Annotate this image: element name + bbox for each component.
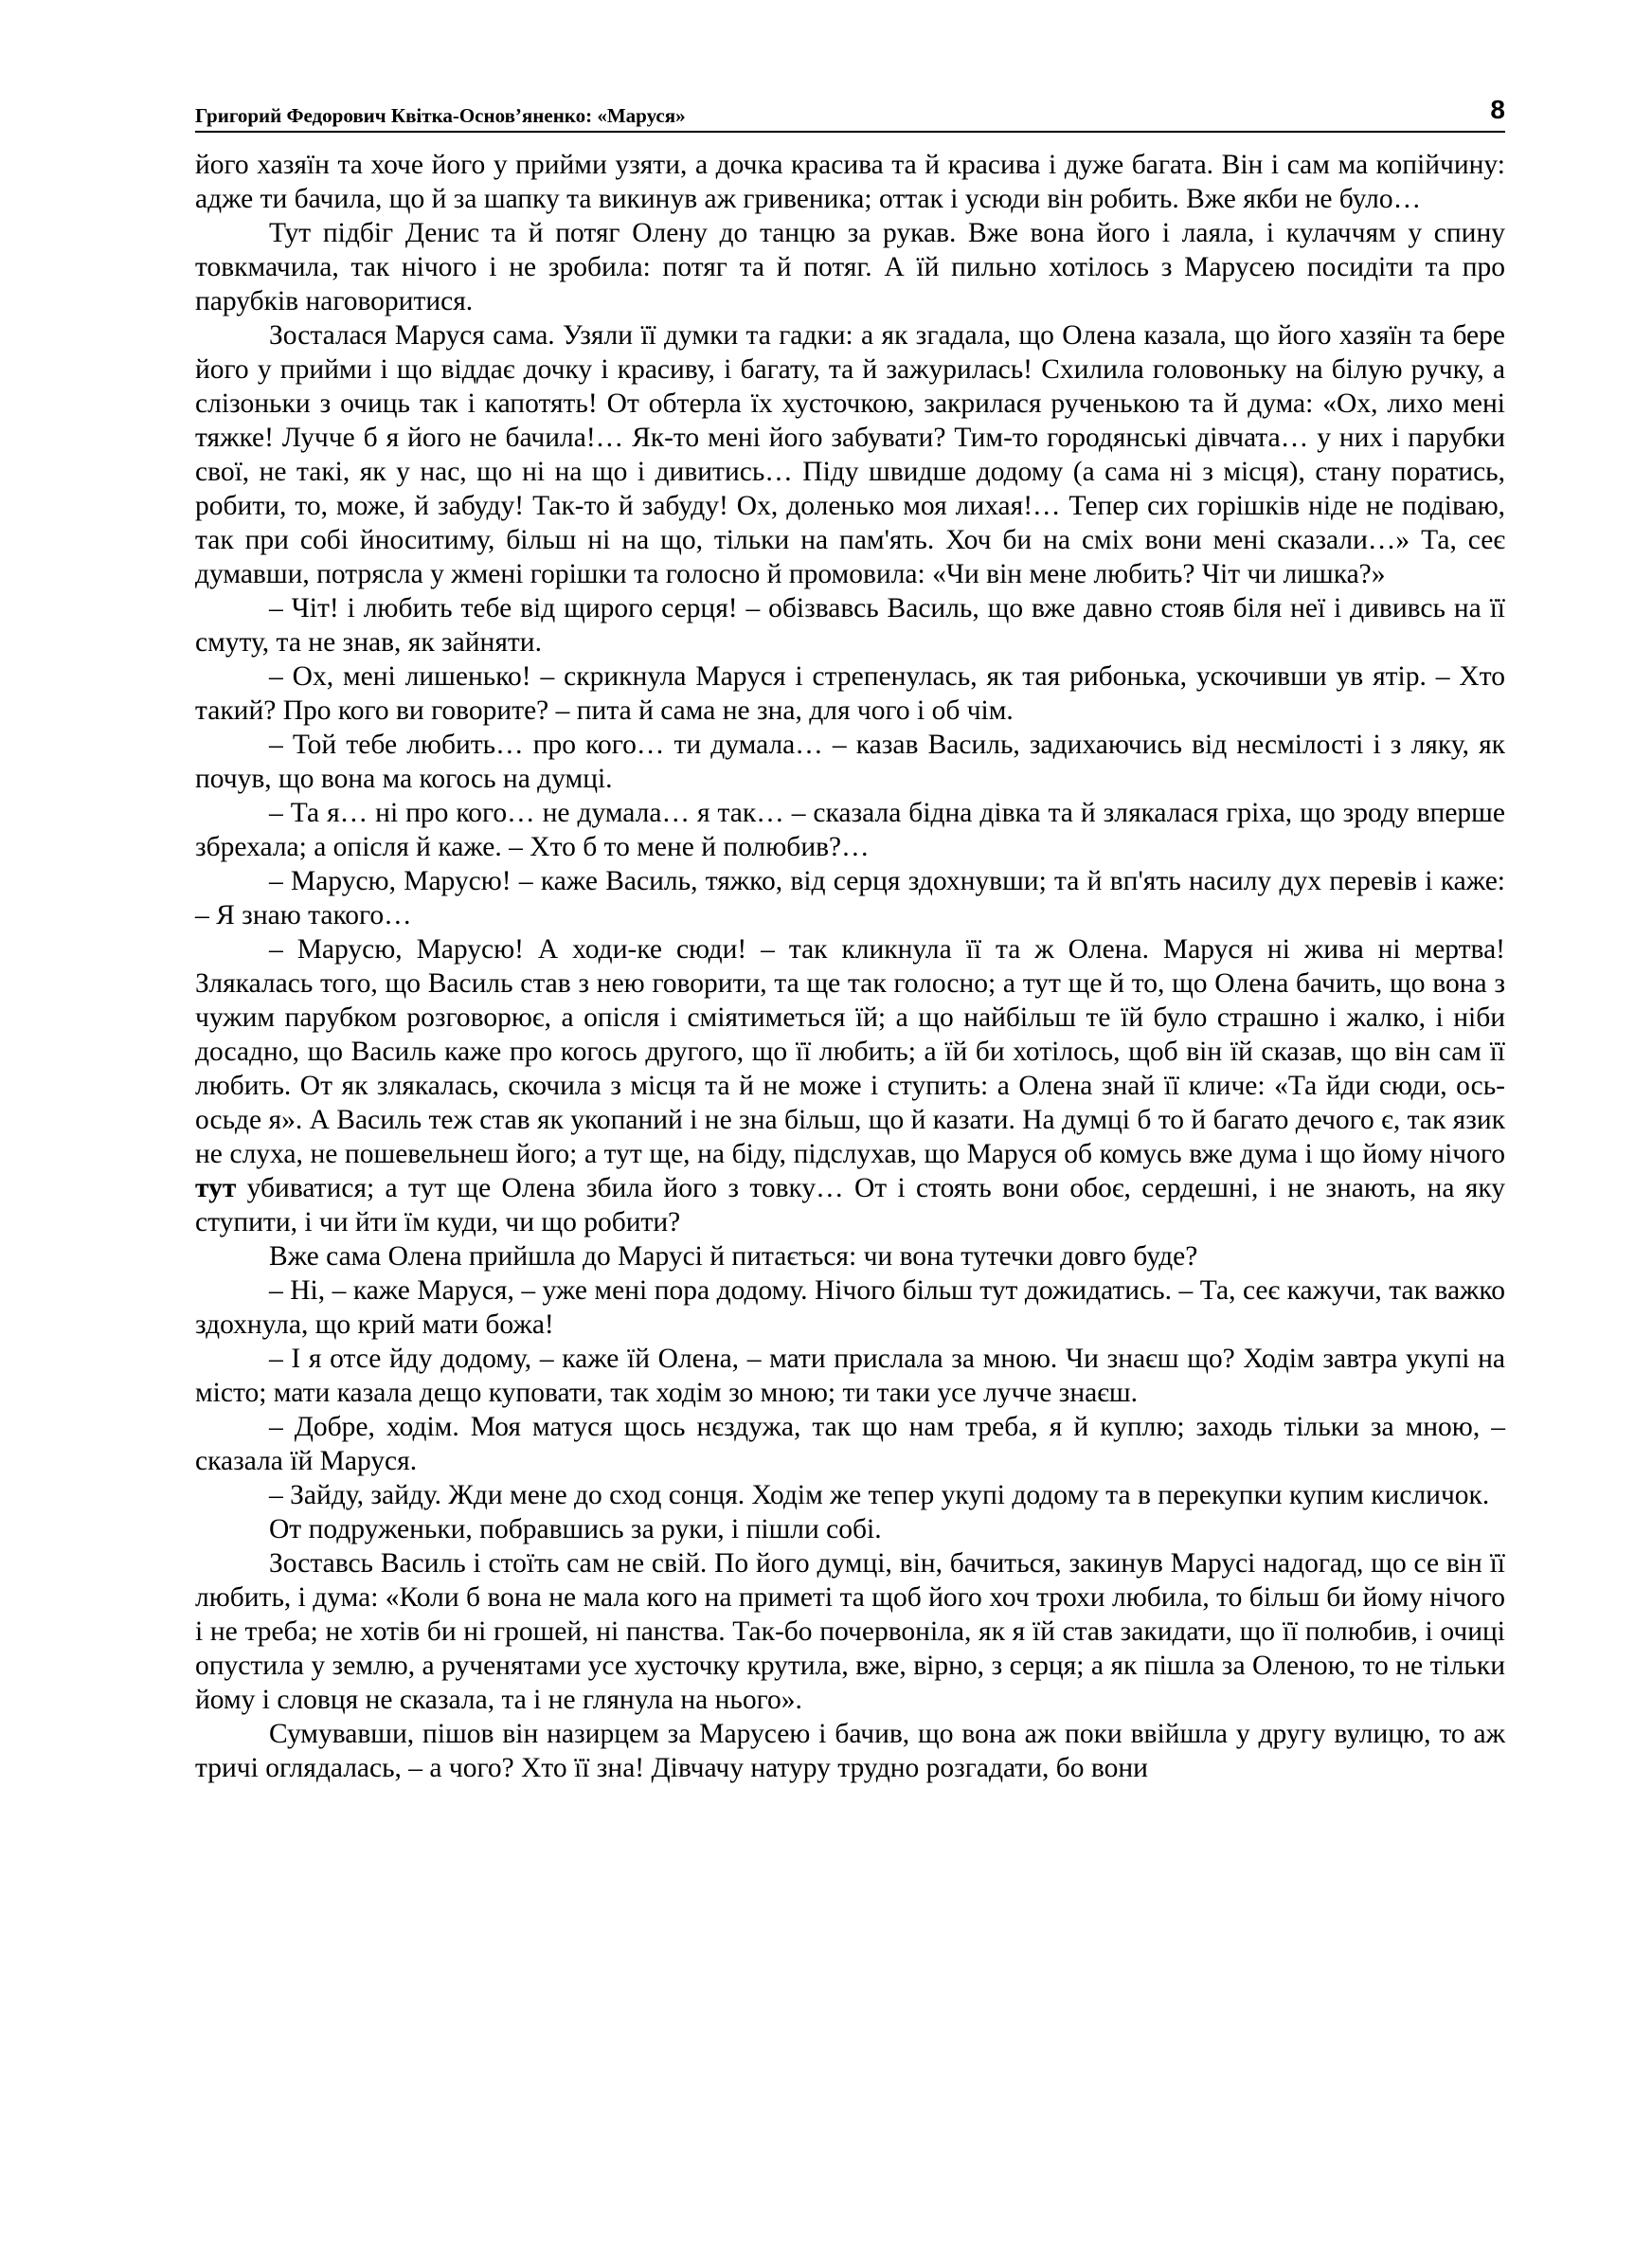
- dialogue-paragraph: – Марусю, Марусю! – каже Василь, тяжко, від серця здохнувши; та й вп'ять насилу дух перевів і каже: – Я знаю такого…: [195, 866, 1505, 930]
- paragraph-continued: його хазяїн та хоче його у прийми узяти, а дочка красива та й красива і дуже багата. Він і сам ма копійчину: адже ти бачила, що й за шапку та викинув аж гривеника; оттак і усюди він робить. Вже якби не було…: [195, 150, 1505, 214]
- dialogue-paragraph: – Та я… ні про кого… не думала… я так… – сказала бідна дівка та й злякалася гріха, що зроду вперше збрехала; а опісля й каже. – Хто б то мене й полюбив?…: [195, 798, 1505, 862]
- paragraph-text: – Марусю, Марусю! А ходи-ке сюди! – так кликнула її та ж Олена. Маруся ні жива ні мертва! Злякалась того, що Василь став з нею говорити, та ще так голосно; а тут ще й то, що Олена бачить, що вона з чужим парубком розговорює, а опісля і сміятиметься їй; а що найбільш те їй було страшно і жалко, і ніби досадно, що Василь каже про когось другого, що її любить; а їй би хотілось, щоб він їй сказав, що він сам її любить. От як злякалась, скочила з місця та й не може і ступить: а Олена знай її кличе: «Та йди сюди, ось-осьде я». А Василь теж став як укопаний і не зна більш, що й казати. На думці б то й багато дечого є, так язик не слуха, не пошевельнеш його; а тут ще, на біду, підслухав, що Маруся об комусь вже дума і що йому нічого: [195, 934, 1505, 1169]
- dialogue-paragraph: – Ні, – каже Маруся, – уже мені пора додому. Нічого більш тут дожидатись. – Та, сеє кажучи, так важко здохнула, що крий мати божа!: [195, 1275, 1505, 1340]
- running-title: Григорий Федорович Квітка-Основ’яненко: «Маруся»: [195, 104, 686, 127]
- body-text: [195, 148, 1505, 1785]
- bold-word: тут: [195, 1173, 237, 1203]
- dialogue-paragraph: [195, 932, 1505, 1239]
- paragraph: Тут підбіг Денис та й потяг Олену до танцю за рукав. Вже вона його і лаяла, і кулаччям у спину товкмачила, так нічого і не зробила: потяг та й потяг. А їй пильно хотілось з Марусею посидіти та про парубків наговоритися.: [195, 218, 1505, 316]
- paragraph: Вже сама Олена прийшла до Марусі й питається: чи вона тутечки довго буде?: [269, 1241, 1198, 1272]
- paragraph: Зоставсь Василь і стоїть сам не свій. По його думці, він, бачиться, закинув Марусі надогад, що се він її любить, і дума: «Коли б вона не мала кого на приметі та щоб його хоч трохи любила, то більш би йому нічого і не треба; не хотів би ні грошей, ні панства. Так-бо почервоніла, як я їй став закидати, що її полюбив, і очиці опустила у землю, а рученятами усе хусточку крутила, вже, вірно, з серця; а як пішла за Оленою, то не тільки йому і словця не сказала, та і не глянула на нього».: [195, 1548, 1505, 1715]
- paragraph-text: убиватися; а тут ще Олена збила його з товку… От і стоять вони обоє, сердешні, і не знають, на яку ступити, і чи йти їм куди, чи що робити?: [195, 1173, 1505, 1237]
- dialogue-paragraph: – І я отсе йду додому, – каже їй Олена, – мати прислала за мною. Чи знаєш що? Ходім завтра укупі на місто; мати казала дещо куповати, так ходім зо мною; ти таки усе лучче знаєш.: [195, 1344, 1505, 1408]
- dialogue-paragraph: – Добре, ходім. Моя матуся щось нєздужа, так що нам треба, я й куплю; заходь тільки за мною, – сказала їй Маруся.: [195, 1412, 1505, 1476]
- page-number: 8: [1490, 95, 1505, 124]
- dialogue-paragraph: – Чіт! і любить тебе від щирого серця! – обізвавсь Василь, що вже давно стояв біля неї і дививсь на її смуту, та не знав, як зайняти.: [195, 593, 1505, 658]
- running-header: [195, 93, 1505, 133]
- paragraph: От подруженьки, побравшись за руки, і пішли собі.: [269, 1514, 882, 1544]
- dialogue-paragraph: – Той тебе любить… про кого… ти думала… – казав Василь, задихаючись від несмілості і з ляку, як почув, що вона ма когось на думці.: [195, 730, 1505, 794]
- dialogue-paragraph: – Ох, мені лишенько! – скрикнула Маруся і стрепенулась, як тая рибонька, ускочивши ув ятір. – Хто такий? Про кого ви говорите? – пита й сама не зна, для чого і об чім.: [195, 661, 1505, 726]
- dialogue-paragraph: – Зайду, зайду. Жди мене до сход сонця. Ходім же тепер укупі додому та в перекупки купим кисличок.: [269, 1480, 1490, 1510]
- paragraph: Зосталася Маруся сама. Узяли її думки та гадки: а як згадала, що Олена казала, що його хазяїн та бере його у прийми і що віддає дочку і красиву, і багату, та й зажурилась! Схилила головоньку на білую ручку, а слізоньки з очиць так і капотять! От обтерла їх хусточкою, закрилася рученькою та й дума: «Ох, лихо мені тяжке! Лучче б я його не бачила!… Як-то мені його забувати? Тим-то городянські дівчата… у них і парубки свої, не такі, як у нас, що ні на що і дивитись… Піду швидше додому (а сама ні з місця), стану поратись, робити, то, може, й забуду! Так-то й забуду! Ох, доленько моя лихая!… Тепер сих горішків ніде не подіваю, так при собі йноситиму, більш ні на що, тільки на пам'ять. Хоч би на сміх вони мені сказали…» Та, сеє думавши, потрясла у жмені горішки та голосно й промовила: «Чи він мене любить? Чіт чи лишка?»: [195, 320, 1505, 589]
- paragraph: Сумувавши, пішов він назирцем за Марусею і бачив, що вона аж поки ввійшла у другу вулицю, то аж тричі оглядалась, – а чого? Хто її зна! Дівчачу натуру трудно розгадати, бо вони: [195, 1719, 1505, 1783]
